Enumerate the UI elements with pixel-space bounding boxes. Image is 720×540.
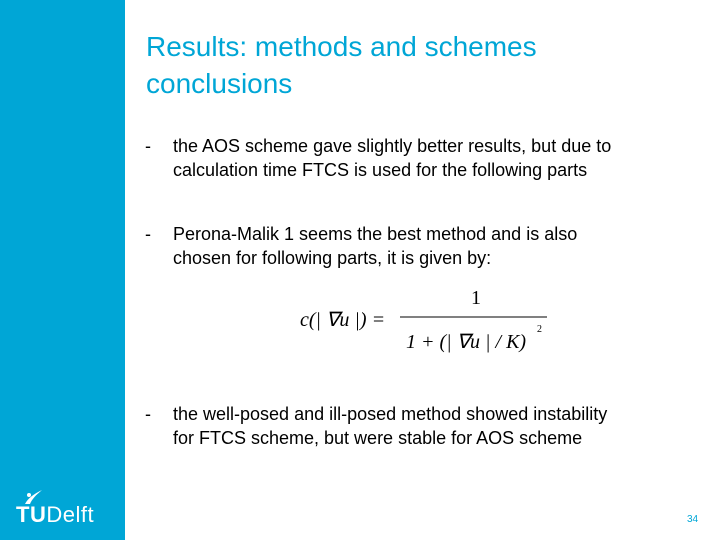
logo-wordmark: TUDelft — [16, 502, 95, 527]
formula-numerator: 1 — [471, 287, 481, 309]
formula-exponent: 2 — [537, 324, 542, 335]
bullet-line: chosen for following parts, it is given by: — [173, 248, 492, 268]
bullet-line: for FTCS scheme, but were stable for AOS scheme — [173, 428, 583, 448]
perona-malik-formula — [300, 282, 560, 358]
slide-title-line-1: Results: methods and schemes — [146, 31, 537, 62]
brand-sidebar — [0, 0, 125, 540]
formula-denominator: 1 + (| ∇u | / K) — [406, 331, 527, 353]
bullet-dash: - — [145, 404, 151, 424]
bullet-text — [173, 134, 718, 182]
slide-title-line-2: conclusions — [146, 68, 293, 99]
bullet-text — [173, 402, 718, 450]
bullet-line: Perona-Malik 1 seems the best method and is also — [173, 224, 578, 244]
tu-delft-logo — [16, 488, 116, 528]
page-number: 34 — [687, 514, 699, 525]
bullet-line: the AOS scheme gave slightly better results, but due to — [173, 136, 612, 156]
slide-title — [146, 28, 706, 102]
bullet-dash: - — [145, 136, 151, 156]
bullet-dash: - — [145, 224, 151, 244]
formula-lhs: c(| ∇u |) = — [300, 309, 386, 331]
bullet-text — [173, 222, 718, 270]
bullet-line: the well-posed and ill-posed method showed instability — [173, 404, 608, 424]
bullet-line: calculation time FTCS is used for the following parts — [173, 160, 588, 180]
